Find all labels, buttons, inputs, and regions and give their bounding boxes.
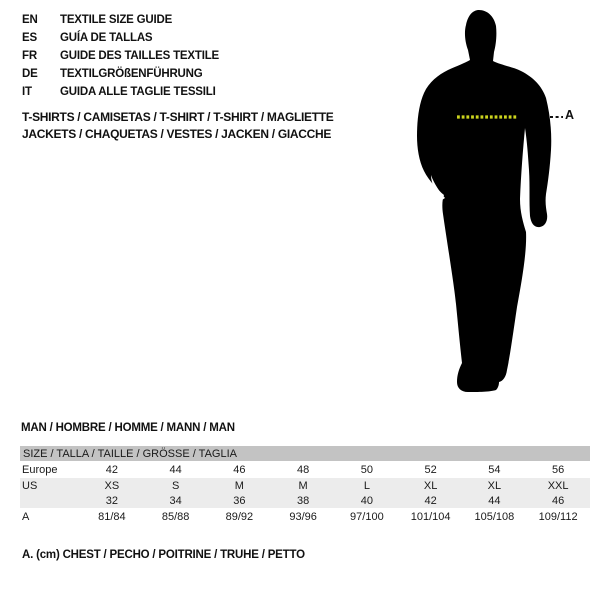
table-row-unlabeled [20, 493, 590, 508]
size-value: XL [463, 478, 527, 493]
language-code: IT [22, 86, 32, 98]
row-label [20, 493, 80, 508]
measure-label-a: A [565, 108, 575, 122]
row-label: A [22, 510, 30, 523]
size-value: 46 [233, 463, 246, 476]
language-code: EN [22, 14, 38, 26]
size-value: 42 [399, 493, 463, 508]
size-value: M [208, 478, 272, 493]
language-row-fr [22, 47, 219, 65]
size-value: 81/84 [98, 510, 126, 523]
size-value: 89/92 [225, 510, 254, 523]
table-row-europe [20, 461, 590, 478]
size-value: 40 [335, 493, 399, 508]
category-tshirts: T-SHIRTS / CAMISETAS / T-SHIRT / T-SHIRT / MAGLIETTE [22, 110, 334, 124]
size-value: L [335, 478, 399, 493]
size-table [20, 446, 590, 525]
size-value: 54 [488, 463, 501, 476]
size-value: XL [399, 478, 463, 493]
size-value: 93/96 [289, 510, 317, 523]
size-value: 48 [297, 463, 310, 476]
size-table-header-row [20, 446, 590, 461]
section-title-man: MAN / HOMBRE / HOMME / MANN / MAN [21, 422, 235, 434]
size-value: 56 [552, 463, 565, 476]
footnote-chest: A. (cm) CHEST / PECHO / POITRINE / TRUHE / PETTO [22, 549, 305, 561]
size-value: 85/88 [161, 510, 190, 523]
size-value: 36 [208, 493, 272, 508]
size-value: 42 [105, 463, 118, 476]
size-value: S [144, 478, 208, 493]
language-label: TEXTILGRÖßENFÜHRUNG [60, 68, 203, 80]
row-label: Europe [22, 463, 58, 476]
size-table-header: SIZE / TALLA / TAILLE / GRÖSSE / TAGLIA [20, 446, 590, 461]
size-value: 34 [144, 493, 208, 508]
size-value: 52 [424, 463, 437, 476]
language-label: GUIDA ALLE TAGLIE TESSILI [60, 86, 216, 98]
size-value: 44 [169, 463, 182, 476]
table-row-a-chest [20, 508, 590, 525]
size-value: 44 [463, 493, 527, 508]
language-code: FR [22, 50, 37, 62]
language-code: ES [22, 32, 37, 44]
language-list [22, 11, 219, 101]
size-value: XXL [526, 478, 590, 493]
size-value: 38 [271, 493, 335, 508]
size-value: 46 [526, 493, 590, 508]
row-label: US [20, 478, 80, 493]
category-jackets: JACKETS / CHAQUETAS / VESTES / JACKEN / GIACCHE [22, 127, 332, 141]
size-value: M [271, 478, 335, 493]
language-row-de [22, 65, 219, 83]
language-label: GUIDE DES TAILLES TEXTILE [60, 50, 219, 62]
size-value: 101/104 [410, 510, 451, 523]
language-row-en [22, 11, 219, 29]
language-label: TEXTILE SIZE GUIDE [60, 14, 173, 26]
size-value: 109/112 [538, 510, 578, 523]
size-value: XS [80, 478, 144, 493]
size-value: 32 [80, 493, 144, 508]
size-value: 105/108 [474, 510, 515, 523]
man-silhouette [417, 10, 551, 392]
category-list [22, 109, 334, 143]
man-silhouette-figure [398, 4, 568, 402]
language-label: GUÍA DE TALLAS [60, 32, 153, 44]
language-row-it [22, 83, 219, 101]
table-row-us [20, 478, 590, 493]
size-value: 50 [360, 463, 373, 476]
language-row-es [22, 29, 219, 47]
language-code: DE [22, 68, 38, 80]
size-value: 97/100 [350, 510, 384, 523]
